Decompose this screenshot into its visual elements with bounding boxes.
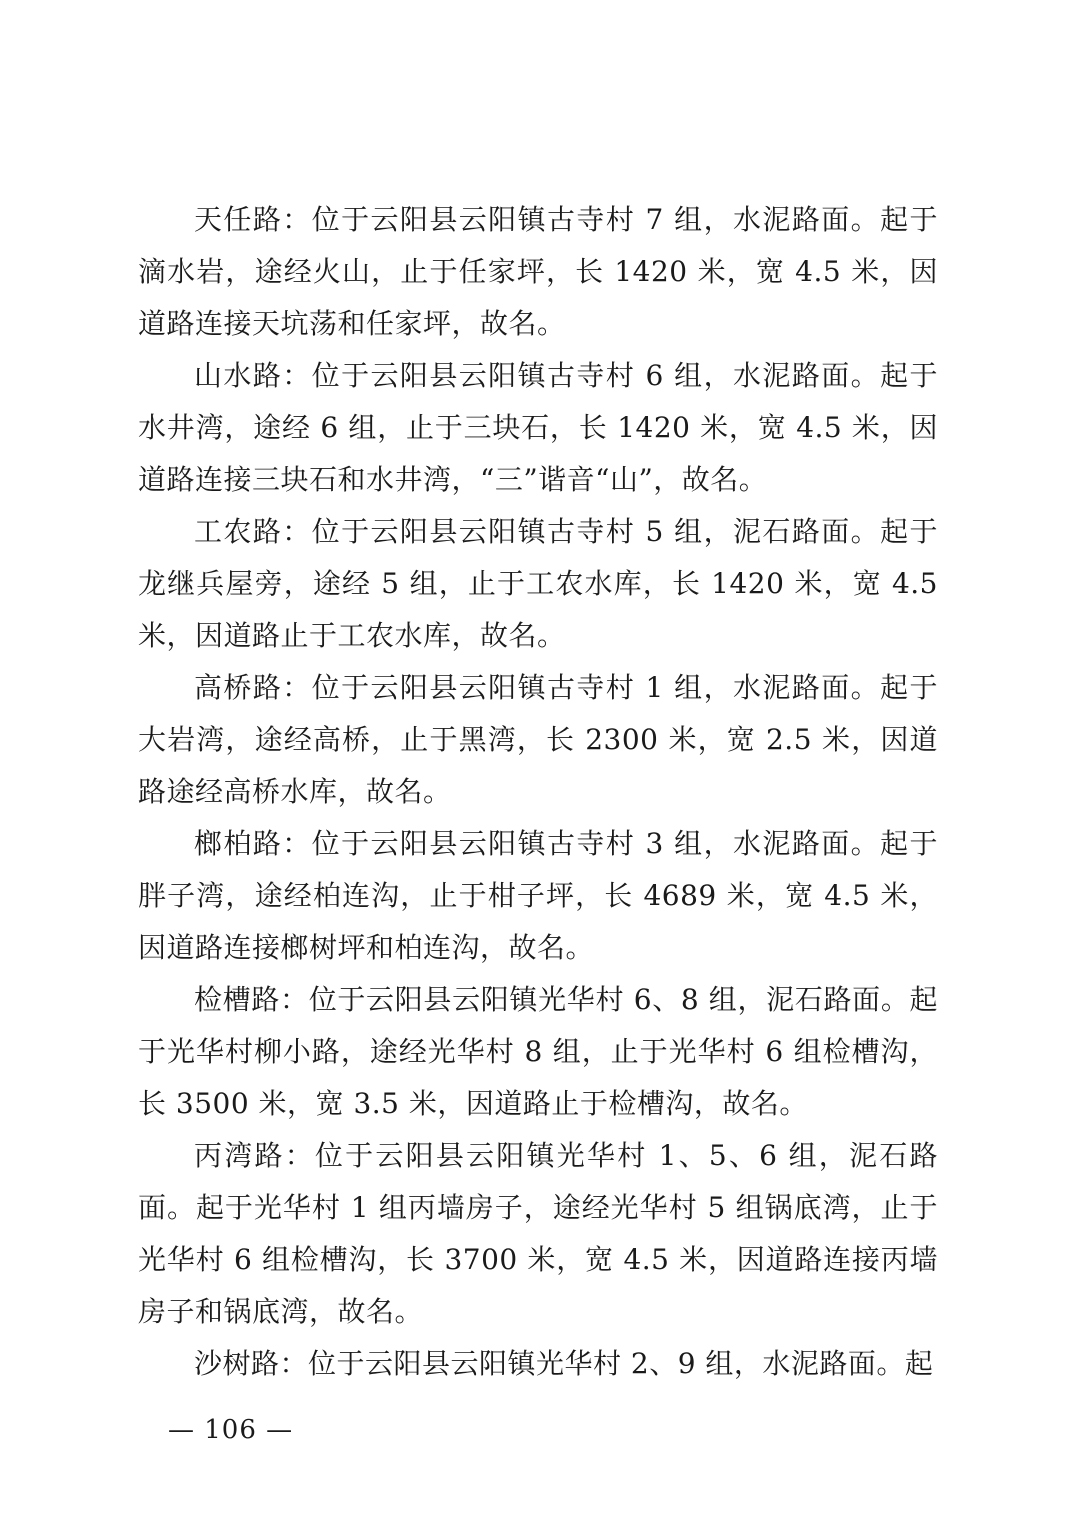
paragraph-jiancao-road: 检槽路：位于云阳县云阳镇光华村 6、8 组，泥石路面。起于光华村柳小路，途经光华村 8 组，止于光华村 6 组检槽沟，长 3500 米，宽 3.5 米，因道路止于检槽沟，故名。 xyxy=(138,983,938,1120)
page-number: — 106 — xyxy=(168,1415,294,1445)
paragraph-gongnong-road: 工农路：位于云阳县云阳镇古寺村 5 组，泥石路面。起于龙继兵屋旁，途经 5 组，止于工农水库，长 1420 米，宽 4.5 米，因道路止于工农水库，故名。 xyxy=(138,515,938,652)
paragraph-shashu-road: 沙树路：位于云阳县云阳镇光华村 2、9 组，水泥路面。起 xyxy=(194,1347,934,1380)
paragraph-shanshui-road: 山水路：位于云阳县云阳镇古寺村 6 组，水泥路面。起于水井湾，途经 6 组，止于三块石，长 1420 米，宽 4.5 米，因道路连接三块石和水井湾，“三”谐音“山”，故名。 xyxy=(138,359,938,496)
page-body xyxy=(138,194,938,1390)
paragraph-langbai-road: 榔柏路：位于云阳县云阳镇古寺村 3 组，水泥路面。起于胖子湾，途经柏连沟，止于柑子坪，长 4689 米，宽 4.5 米，因道路连接榔树坪和柏连沟，故名。 xyxy=(138,827,938,964)
paragraph-gaoqiao-road: 高桥路：位于云阳县云阳镇古寺村 1 组，水泥路面。起于大岩湾，途经高桥，止于黑湾，长 2300 米，宽 2.5 米，因道路途经高桥水库，故名。 xyxy=(138,671,938,808)
paragraph-bingwan-road: 丙湾路：位于云阳县云阳镇光华村 1、5、6 组，泥石路面。起于光华村 1 组丙墙房子，途经光华村 5 组锅底湾，止于光华村 6 组检槽沟，长 3700 米，宽 4.5 米，因道路连接丙墙房子和锅底湾，故名。 xyxy=(138,1139,938,1328)
paragraph-tianren-road: 天任路：位于云阳县云阳镇古寺村 7 组，水泥路面。起于滴水岩，途经火山，止于任家坪，长 1420 米，宽 4.5 米，因道路连接天坑荡和任家坪，故名。 xyxy=(138,203,938,340)
